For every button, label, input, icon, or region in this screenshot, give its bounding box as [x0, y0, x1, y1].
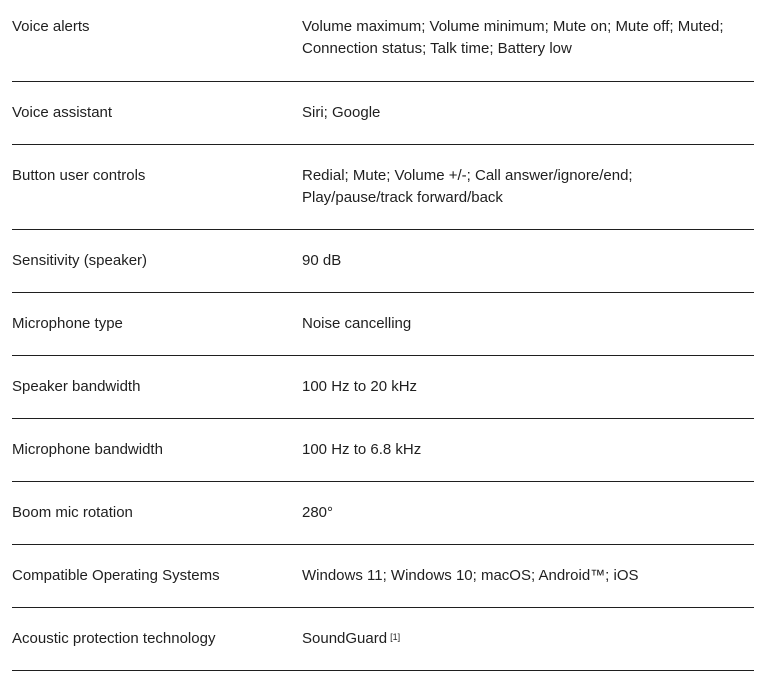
- spec-row-voice-assistant: [12, 82, 754, 145]
- spec-value-line: Noise cancelling: [302, 315, 412, 332]
- spec-row-compatible-os: [12, 545, 754, 608]
- spec-value: [302, 16, 752, 60]
- spec-value-line: Volume maximum; Volume minimum; Mute on; Mute off; Muted;: [302, 18, 724, 35]
- spec-label: Button user controls: [12, 167, 146, 184]
- spec-label: Microphone bandwidth: [12, 441, 163, 458]
- spec-row-microphone-bandwidth: [12, 419, 754, 482]
- spec-value: [302, 628, 752, 650]
- specs-table: [12, 0, 754, 671]
- spec-label: Sensitivity (speaker): [12, 252, 148, 269]
- spec-value-text: SoundGuard: [302, 630, 388, 647]
- spec-row-microphone-type: [12, 293, 754, 356]
- spec-value: [302, 565, 752, 587]
- spec-value: [302, 313, 752, 335]
- spec-value: [302, 102, 752, 124]
- spec-row-acoustic-protection: [12, 608, 754, 671]
- spec-label: Microphone type: [12, 315, 123, 332]
- spec-value: [302, 502, 752, 524]
- spec-value-line: Siri; Google: [302, 104, 381, 121]
- spec-value: [302, 165, 752, 209]
- spec-value-line: Play/pause/track forward/back: [302, 189, 503, 206]
- spec-label: Compatible Operating Systems: [12, 567, 220, 584]
- spec-value-line: 100 Hz to 20 kHz: [302, 378, 418, 395]
- spec-label: Acoustic protection technology: [12, 630, 216, 647]
- spec-label: Speaker bandwidth: [12, 378, 141, 395]
- spec-row-boom-mic-rotation: [12, 482, 754, 545]
- spec-label: Voice assistant: [12, 104, 113, 121]
- spec-row-voice-alerts: [12, 0, 754, 82]
- spec-row-sensitivity-speaker: [12, 230, 754, 293]
- spec-value-line: Connection status; Talk time; Battery low: [302, 40, 572, 57]
- spec-value: [302, 439, 752, 461]
- spec-row-speaker-bandwidth: [12, 356, 754, 419]
- spec-label: Voice alerts: [12, 18, 90, 35]
- spec-label: Boom mic rotation: [12, 504, 133, 521]
- spec-value: [302, 376, 752, 398]
- footnote-link[interactable]: [1]: [390, 632, 401, 642]
- spec-value-line: Redial; Mute; Volume +/-; Call answer/ignore/end;: [302, 167, 633, 184]
- spec-row-button-user-controls: [12, 145, 754, 230]
- spec-value-line: Windows 11; Windows 10; macOS; Android™; iOS: [302, 567, 639, 584]
- spec-value-line: 280°: [302, 504, 334, 521]
- spec-value-line: [302, 628, 752, 650]
- spec-value-line: 90 dB: [302, 252, 342, 269]
- spec-value-line: 100 Hz to 6.8 kHz: [302, 441, 422, 458]
- spec-value: [302, 250, 752, 272]
